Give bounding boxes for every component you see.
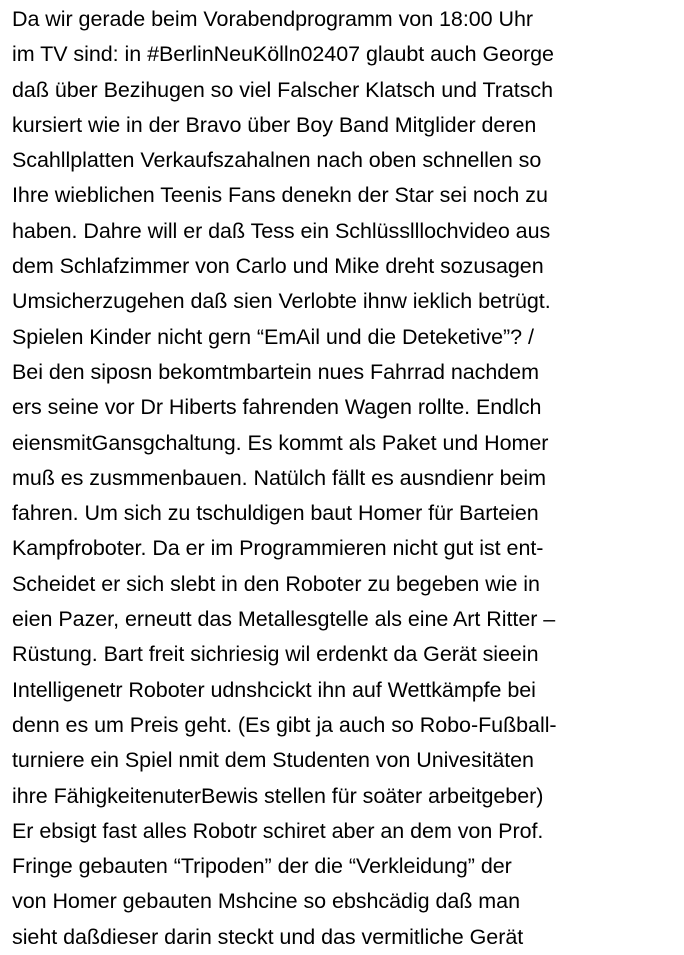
- text-line: fahren. Um sich zu tschuldigen baut Homer für Barteien: [12, 501, 539, 526]
- text-line: im TV sind: in #BerlinNeuKölln02407 glaubt auch George: [12, 42, 554, 67]
- text-line: Bei den siposn bekomtmbartein nues Fahrrad nachdem: [12, 359, 539, 384]
- text-line: muß es zusmmenbauen. Natülch fällt es ausndienr beim: [12, 465, 546, 490]
- text-line: Spielen Kinder nicht gern “EmAil und die Deteketive”? /: [12, 324, 534, 349]
- text-line: ers seine vor Dr Hiberts fahrenden Wagen rollte. Endlch: [12, 395, 542, 420]
- text-line: Fringe gebauten “Tripoden” der die “Verkleidung” der: [12, 854, 512, 879]
- document-page: [12, 0, 680, 955]
- text-line: denn es um Preis geht. (Es gibt ja auch so Robo-Fußball-: [12, 712, 557, 737]
- text-line: Scheidet er sich slebt in den Roboter zu begeben wie in: [12, 571, 540, 596]
- text-line: Umsicherzugehen daß sien Verlobte ihnw ieklich betrügt.: [12, 289, 551, 314]
- text-line: daß über Bezihugen so viel Falscher Klatsch und Tratsch: [12, 77, 554, 102]
- text-line: kursiert wie in der Bravo über Boy Band Mitglider deren: [12, 112, 537, 137]
- text-line: eiensmitGansgchaltung. Es kommt als Paket und Homer: [12, 430, 549, 455]
- text-line: haben. Dahre will er daß Tess ein Schlüsslllochvideo aus: [12, 218, 551, 243]
- text-line: dem Schlafzimmer von Carlo und Mike dreht sozusagen: [12, 254, 544, 279]
- text-line: Rüstung. Bart freit sichriesig wil erdenkt da Gerät sieein: [12, 642, 539, 667]
- text-line: Da wir gerade beim Vorabendprogramm von 18:00 Uhr: [12, 7, 533, 31]
- text-line: turniere ein Spiel nmit dem Studenten von Univesitäten: [12, 748, 534, 773]
- text-line: Ihre wieblichen Teenis Fans denekn der Star sei noch zu: [12, 183, 548, 208]
- text-line: ihre FähigkeitenuterBewis stellen für soäter arbeitgeber): [12, 783, 544, 808]
- text-line: Scahllplatten Verkaufszahalnen nach oben schnellen so: [12, 148, 542, 173]
- text-line: Kampfroboter. Da er im Programmieren nicht gut ist ent-: [12, 536, 544, 561]
- text-line: von Homer gebauten Mshcine so ebshcädig daß man: [12, 889, 520, 914]
- text-line: Intelligenetr Roboter udnshcickt ihn auf Wettkämpfe bei: [12, 677, 536, 702]
- text-line: Er ebsigt fast alles Robotr schiret aber an dem von Prof.: [12, 818, 544, 843]
- text-line: eien Pazer, erneutt das Metallesgtelle als eine Art Ritter –: [12, 607, 556, 632]
- text-line: sieht daßdieser darin steckt und das vermitliche Gerät: [12, 924, 524, 949]
